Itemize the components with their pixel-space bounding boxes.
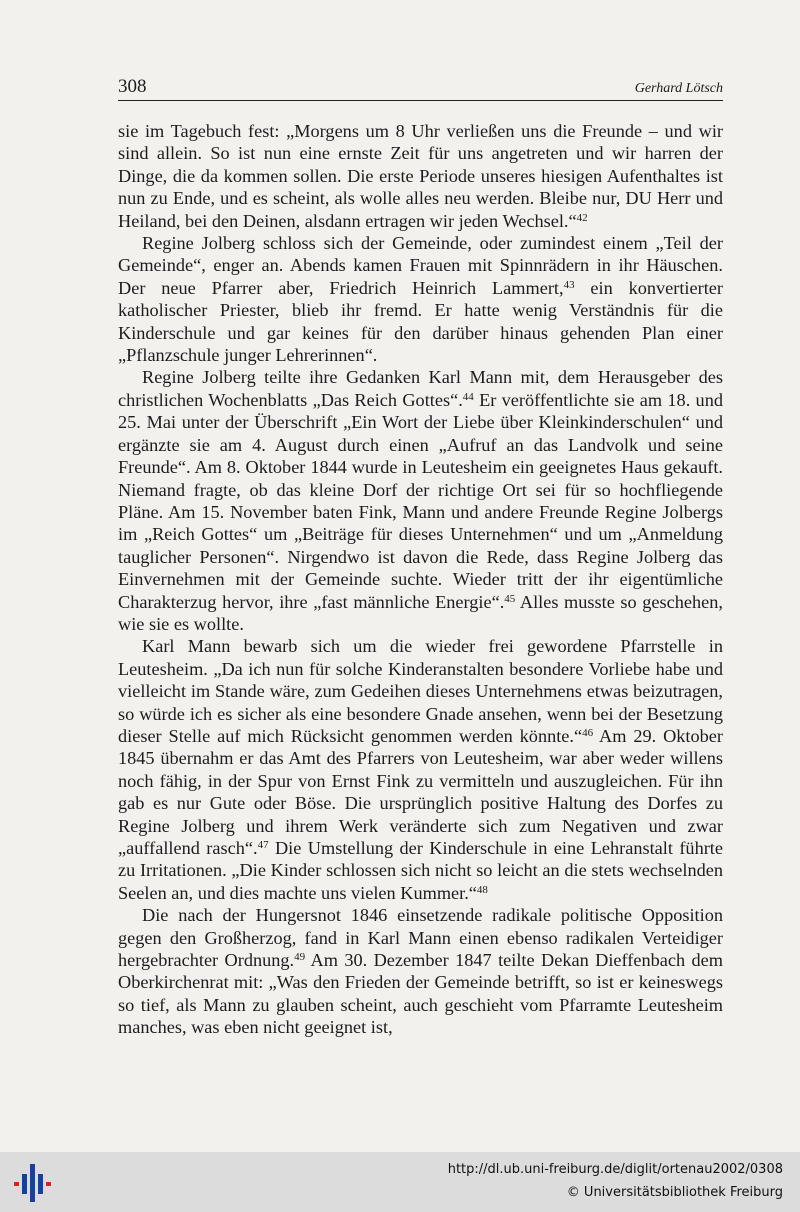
footnote-ref-45[interactable]: 45 bbox=[504, 592, 516, 605]
footnote-ref-48[interactable]: 48 bbox=[476, 883, 488, 896]
footnote-ref-49[interactable]: 49 bbox=[294, 951, 306, 964]
ub-freiburg-logo-icon[interactable] bbox=[10, 1160, 56, 1204]
paragraph-1: sie im Tagebuch fest: „Morgens um 8 Uhr verließen uns die Freunde – und wir sind allein. So ist nun eine ernste Zeit für uns angetreten und wir harren der Dinge, die da kommen sollen. Die erste Periode unseres hiesigen Aufenthaltes ist nun zu Ende, und es scheint, als wolle alles neu werden. Bleibe nur, DU Herr und Heiland, bei den Deinen, alsdann ertragen wir jeden Wechsel.“$^{42}$ bbox=[118, 121, 723, 231]
footnote-ref-47[interactable]: 47 bbox=[257, 839, 269, 851]
footnote-ref-42[interactable]: 42 bbox=[576, 211, 588, 224]
body-text bbox=[118, 120, 723, 1039]
header-rule bbox=[118, 100, 723, 101]
paragraph-3: Regine Jolberg teilte ihre Gedanken Karl Mann mit, dem Herausgeber des christlichen Wochenblatts „Das Reich Gottes“.$^{44}$ Er veröffentlichte sie am 18. und 25. Mai unter der Überschrift „Ein Wort der Liebe über Kleinkinderschulen“ und ergänzte sie am 4. August durch einen „Aufruf an das Landvolk und seine Freunde“. Am 8. Oktober 1844 wurde in Leutesheim ein geeignetes Haus gekauft. Niemand fragte, ob das kleine Dorf der richtige Ort sei für so hochfliegende Pläne. Am 15. November baten Fink, Mann und andere Freunde Regine Jolbergs im „Reich Gottes“ um „Beiträge für dieses Unternehmen“ und um „Anmeldung tauglicher Personen“. Nirgendwo ist davon die Rede, dass Regine Jolberg das Einvernehmen mit der Gemeinde suchte. Wieder tritt der ihr eigentümliche Charakterzug hervor, ihre „fast männliche Energie“.$^{45}$ Alles musste so geschehen, wie sie es wollte. bbox=[118, 367, 723, 634]
footnote-ref-46[interactable]: 46 bbox=[582, 726, 594, 739]
permalink-url[interactable]: http://dl.ub.uni-freiburg.de/diglit/ortenau2002/0308 bbox=[447, 1162, 783, 1177]
footnote-ref-44[interactable]: 44 bbox=[462, 390, 474, 403]
paragraph-2: Regine Jolberg schloss sich der Gemeinde, oder zumindest einem „Teil der Gemeinde“, enger an. Abends kamen Frauen mit Spinnrädern in ihr Häuschen. Der neue Pfarrer aber, Friedrich Heinrich Lammert,$^{43}$ ein konvertierter katholischer Priester, blieb ihr fremd. Er hatte wenig Verständnis für die Kinderschule und gar keines für den darüber hinaus gehenden Plan einer „Pflanzschule junger Lehrerinnen“. bbox=[118, 233, 723, 366]
viewer-footer bbox=[0, 1152, 800, 1212]
paragraph-5: Die nach der Hungersnot 1846 einsetzende radikale politische Opposition gegen den Großherzog, fand in Karl Mann einen ebenso radikalen Verteidiger hergebrachter Ordnung.$^{49}$ Am 30. Dezember 1847 teilte Dekan Dieffenbach dem Oberkirchenrat mit: „Was den Frieden der Gemeinde betrifft, so ist er keineswegs so tief, als Mann zu glauben scheint, auch geschieht vom Pfarramte Leutesheim manches, was eben nicht geeignet ist, bbox=[118, 905, 724, 1038]
running-head: Gerhard Lötsch bbox=[634, 81, 723, 96]
paragraph-4: Karl Mann bewarb sich um die wieder frei gewordene Pfarrstelle in Leutesheim. „Da ich nun für solche Kinderanstalten besondere Vorliebe habe und vielleicht im Stande wäre, zum Gedeihen dieses Unternehmens etwas beizutragen, so würde ich es sicher als eine besondere Gnade ansehen, wenn bei der Besetzung dieser Stelle auf mich Rücksicht genommen werden könnte.“$^{46}$ Am 29. Oktober 1845 übernahm er das Amt des Pfarrers von Leutesheim, war aber weder willens noch fähig, in der Spur von Ernst Fink zu vermitteln und auszugleichen. Für ihn gab es nur Gute oder Böse. Die ursprünglich positive Haltung des Dorfes zu Regine Jolberg und ihrem Werk veränderte sich zum Negativen und zwar „auffallend rasch“.$^{47}$ Die Umstellung der Kinderschule in eine Lehranstalt führte zu Irritationen. „Die Kinder schlossen sich nicht so leicht an die stets wechselnden Seelen an, und dies machte uns vielen Kummer.“$^{48}$ bbox=[118, 636, 723, 903]
page-number: 308 bbox=[118, 76, 147, 97]
footnote-ref-43[interactable]: 43 bbox=[563, 278, 575, 291]
page-header bbox=[118, 76, 723, 102]
copyright-notice: © Universitätsbibliothek Freiburg bbox=[566, 1185, 783, 1200]
